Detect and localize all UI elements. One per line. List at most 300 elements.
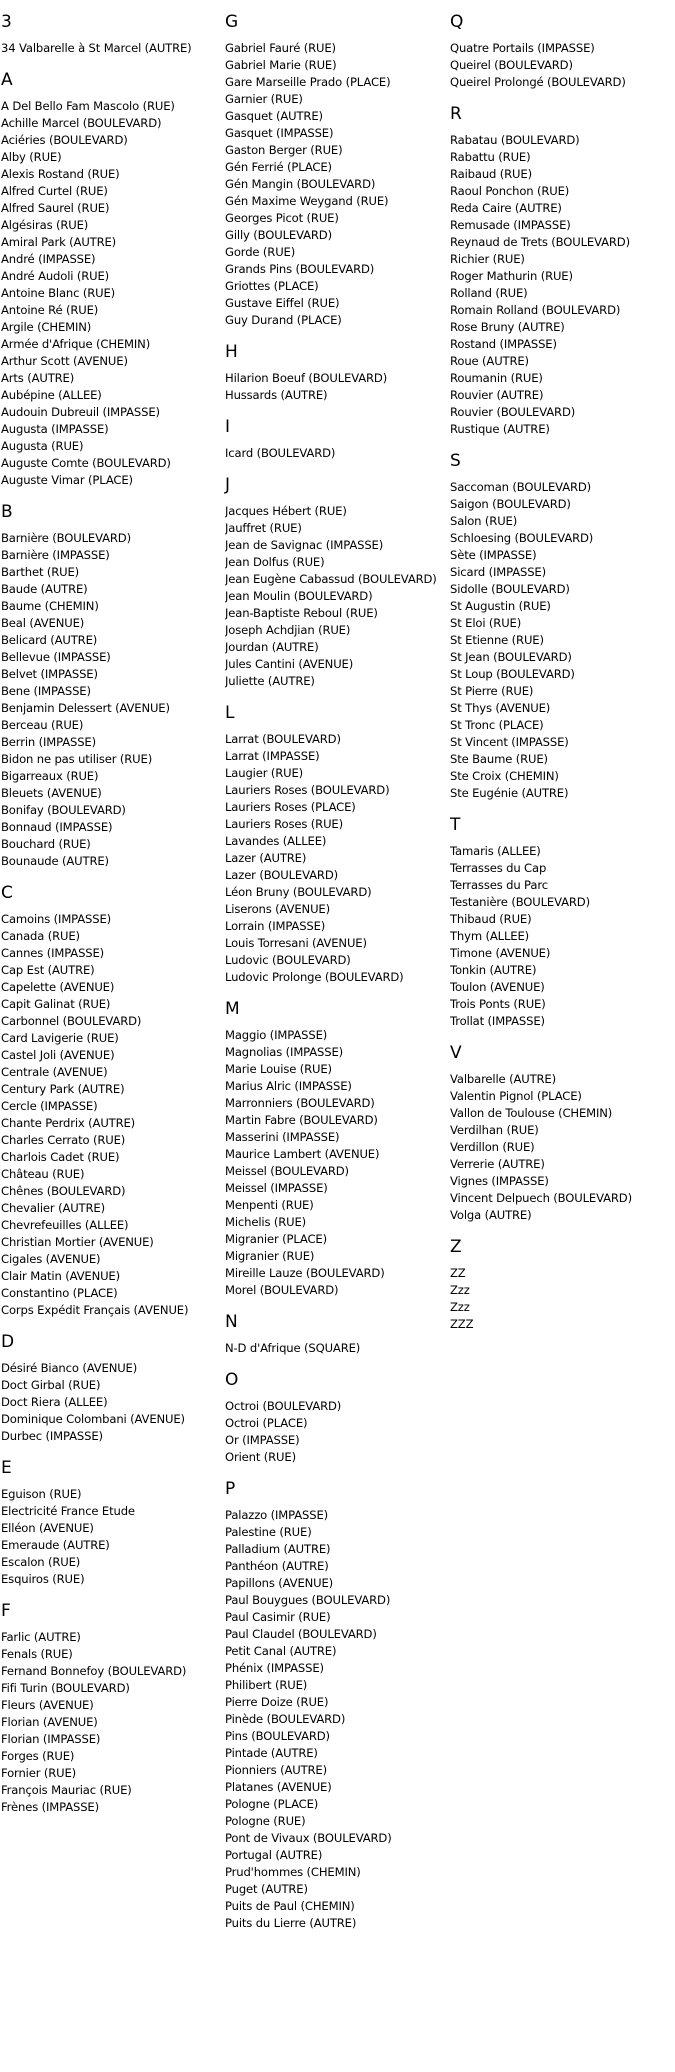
street-entry: Constantino (PLACE) bbox=[1, 1286, 118, 1300]
street-entry: 34 Valbarelle à St Marcel (AUTRE) bbox=[1, 41, 192, 55]
street-entry: Pierre Doize (RUE) bbox=[225, 1695, 329, 1709]
street-entry: Georges Picot (RUE) bbox=[225, 211, 339, 225]
street-entry: Florian (AVENUE) bbox=[1, 1715, 98, 1729]
street-list bbox=[225, 1398, 447, 1466]
street-list bbox=[225, 1507, 447, 1932]
street-list bbox=[450, 1071, 672, 1224]
street-entry: Bellevue (IMPASSE) bbox=[1, 650, 111, 664]
letter-section bbox=[225, 417, 447, 462]
street-entry: Baude (AUTRE) bbox=[1, 582, 88, 596]
street-entry: Dominique Colombani (AVENUE) bbox=[1, 1412, 185, 1426]
street-entry: St Eloi (RUE) bbox=[450, 616, 522, 630]
street-entry: Algésiras (RUE) bbox=[1, 218, 89, 232]
street-entry: Gén Mangin (BOULEVARD) bbox=[225, 177, 376, 191]
street-entry: Platanes (AVENUE) bbox=[225, 1780, 332, 1794]
street-entry: Alfred Saurel (RUE) bbox=[1, 201, 110, 215]
street-entry: Gustave Eiffel (RUE) bbox=[225, 296, 340, 310]
street-entry: Vincent Delpuech (BOULEVARD) bbox=[450, 1191, 632, 1205]
section-letter-heading: F bbox=[1, 1601, 11, 1621]
street-entry: Schloesing (BOULEVARD) bbox=[450, 531, 594, 545]
section-letter-heading: G bbox=[225, 12, 239, 32]
street-entry: Fleurs (AVENUE) bbox=[1, 1698, 94, 1712]
section-letter-heading: J bbox=[225, 475, 231, 495]
street-entry: Jules Cantini (AVENUE) bbox=[225, 657, 354, 671]
street-entry: Fornier (RUE) bbox=[1, 1766, 77, 1780]
street-entry: Fifi Turin (BOULEVARD) bbox=[1, 1681, 130, 1695]
street-entry: Tonkin (AUTRE) bbox=[450, 963, 537, 977]
street-entry: Valentin Pignol (PLACE) bbox=[450, 1089, 582, 1103]
street-entry: Augusta (IMPASSE) bbox=[1, 422, 109, 436]
section-letter-heading: P bbox=[225, 1479, 236, 1499]
street-entry: Cannes (IMPASSE) bbox=[1, 946, 105, 960]
street-entry: Rabattu (RUE) bbox=[450, 150, 531, 164]
street-entry: Auguste Vimar (PLACE) bbox=[1, 473, 133, 487]
street-entry: Amiral Park (AUTRE) bbox=[1, 235, 117, 249]
street-entry: Michelis (RUE) bbox=[225, 1215, 307, 1229]
letter-section bbox=[450, 104, 672, 438]
street-entry: St Augustin (RUE) bbox=[450, 599, 551, 613]
street-entry: Léon Bruny (BOULEVARD) bbox=[225, 885, 372, 899]
street-entry: Pinède (BOULEVARD) bbox=[225, 1712, 346, 1726]
street-entry: Lauriers Roses (PLACE) bbox=[225, 800, 356, 814]
section-letter-heading: B bbox=[1, 502, 13, 522]
street-entry: Valbarelle (AUTRE) bbox=[450, 1072, 556, 1086]
street-entry: Gén Maxime Weygand (RUE) bbox=[225, 194, 389, 208]
street-entry: Paul Claudel (BOULEVARD) bbox=[225, 1627, 377, 1641]
letter-section bbox=[225, 999, 447, 1299]
street-entry: Toulon (AVENUE) bbox=[450, 980, 545, 994]
street-entry: Jean Moulin (BOULEVARD) bbox=[225, 589, 373, 603]
street-entry: Hussards (AUTRE) bbox=[225, 388, 328, 402]
street-entry: Doct Girbal (RUE) bbox=[1, 1378, 101, 1392]
street-entry: Jauffret (RUE) bbox=[225, 521, 302, 535]
street-list bbox=[450, 40, 672, 91]
street-entry: Panthéon (AUTRE) bbox=[225, 1559, 329, 1573]
street-entry: Terrasses du Cap bbox=[450, 861, 547, 875]
street-entry: Gabriel Marie (RUE) bbox=[225, 58, 337, 72]
street-entry: Beal (AVENUE) bbox=[1, 616, 85, 630]
street-entry: Hilarion Boeuf (BOULEVARD) bbox=[225, 371, 388, 385]
street-entry: Queirel (BOULEVARD) bbox=[450, 58, 573, 72]
letter-section bbox=[225, 1479, 447, 1932]
street-entry: Château (RUE) bbox=[1, 1167, 85, 1181]
street-entry: Thibaud (RUE) bbox=[450, 912, 532, 926]
letter-section bbox=[225, 1370, 447, 1466]
street-entry: Alexis Rostand (RUE) bbox=[1, 167, 120, 181]
street-entry: Alfred Curtel (RUE) bbox=[1, 184, 108, 198]
street-entry: Jean de Savignac (IMPASSE) bbox=[225, 538, 384, 552]
street-entry: Reynaud de Trets (BOULEVARD) bbox=[450, 235, 630, 249]
street-entry: Migranier (RUE) bbox=[225, 1249, 315, 1263]
street-entry: Lauriers Roses (BOULEVARD) bbox=[225, 783, 390, 797]
street-entry: Petit Canal (AUTRE) bbox=[225, 1644, 337, 1658]
street-list bbox=[225, 445, 447, 462]
street-entry: Richier (RUE) bbox=[450, 252, 525, 266]
street-entry: Chevalier (AUTRE) bbox=[1, 1201, 105, 1215]
street-entry: Verdillon (RUE) bbox=[450, 1140, 535, 1154]
street-entry: Vignes (IMPASSE) bbox=[450, 1174, 549, 1188]
section-letter-heading: C bbox=[1, 883, 13, 903]
street-entry: Verrerie (AUTRE) bbox=[450, 1157, 545, 1171]
street-entry: Joseph Achdjian (RUE) bbox=[225, 623, 351, 637]
street-entry: Rostand (IMPASSE) bbox=[450, 337, 557, 351]
street-list bbox=[1, 1629, 223, 1816]
street-entry: Charles Cerrato (RUE) bbox=[1, 1133, 126, 1147]
street-entry: Armée d'Afrique (CHEMIN) bbox=[1, 337, 151, 351]
section-letter-heading: V bbox=[450, 1043, 462, 1063]
street-entry: Trois Ponts (RUE) bbox=[450, 997, 546, 1011]
street-entry: St Etienne (RUE) bbox=[450, 633, 544, 647]
street-entry: Charlois Cadet (RUE) bbox=[1, 1150, 120, 1164]
street-entry: Cigales (AVENUE) bbox=[1, 1252, 101, 1266]
street-entry: Thym (ALLEE) bbox=[450, 929, 530, 943]
street-entry: Gabriel Fauré (RUE) bbox=[225, 41, 336, 55]
street-entry: Augusta (RUE) bbox=[1, 439, 84, 453]
street-entry: Barnière (BOULEVARD) bbox=[1, 531, 131, 545]
section-letter-heading: Q bbox=[450, 12, 464, 32]
street-entry: N-D d'Afrique (SQUARE) bbox=[225, 1341, 361, 1355]
street-entry: Belicard (AUTRE) bbox=[1, 633, 98, 647]
street-index-column-3 bbox=[450, 0, 672, 1333]
street-entry: Mireille Lauze (BOULEVARD) bbox=[225, 1266, 385, 1280]
street-entry: Marius Alric (IMPASSE) bbox=[225, 1079, 352, 1093]
street-entry: Jourdan (AUTRE) bbox=[225, 640, 319, 654]
street-list bbox=[450, 132, 672, 438]
letter-section bbox=[225, 342, 447, 404]
section-letter-heading: T bbox=[450, 815, 461, 835]
street-entry: Zzz bbox=[450, 1300, 470, 1314]
section-letter-heading: L bbox=[225, 703, 235, 723]
street-entry: Sidolle (BOULEVARD) bbox=[450, 582, 570, 596]
street-entry: Card Lavigerie (RUE) bbox=[1, 1031, 119, 1045]
street-entry: Ste Baume (RUE) bbox=[450, 752, 548, 766]
street-entry: Baume (CHEMIN) bbox=[1, 599, 99, 613]
street-entry: Phénix (IMPASSE) bbox=[225, 1661, 324, 1675]
street-entry: Aubépine (ALLEE) bbox=[1, 388, 102, 402]
street-entry: Prud'hommes (CHEMIN) bbox=[225, 1865, 361, 1879]
street-entry: Florian (IMPASSE) bbox=[1, 1732, 101, 1746]
section-letter-heading: N bbox=[225, 1312, 238, 1332]
letter-section bbox=[1, 1601, 223, 1816]
street-entry: Canada (RUE) bbox=[1, 929, 80, 943]
street-entry: Fernand Bonnefoy (BOULEVARD) bbox=[1, 1664, 187, 1678]
street-entry: Remusade (IMPASSE) bbox=[450, 218, 571, 232]
street-entry: Pins (BOULEVARD) bbox=[225, 1729, 330, 1743]
street-entry: Ste Eugénie (AUTRE) bbox=[450, 786, 569, 800]
street-entry: Paul Bouygues (BOULEVARD) bbox=[225, 1593, 391, 1607]
street-entry: Puits de Paul (CHEMIN) bbox=[225, 1899, 355, 1913]
street-list bbox=[1, 530, 223, 870]
street-list bbox=[225, 40, 447, 329]
street-entry: Bonnaud (IMPASSE) bbox=[1, 820, 113, 834]
street-entry: Laugier (RUE) bbox=[225, 766, 304, 780]
street-entry: Bounaude (AUTRE) bbox=[1, 854, 109, 868]
street-entry: Pionniers (AUTRE) bbox=[225, 1763, 327, 1777]
street-entry: Salon (RUE) bbox=[450, 514, 518, 528]
street-entry: Cap Est (AUTRE) bbox=[1, 963, 95, 977]
street-entry: Escalon (RUE) bbox=[1, 1555, 81, 1569]
street-list bbox=[450, 843, 672, 1030]
letter-section bbox=[450, 1043, 672, 1224]
street-entry: Belvet (IMPASSE) bbox=[1, 667, 98, 681]
street-entry: Ste Croix (CHEMIN) bbox=[450, 769, 559, 783]
street-entry: Carbonnel (BOULEVARD) bbox=[1, 1014, 142, 1028]
letter-section bbox=[450, 12, 672, 91]
street-list bbox=[225, 731, 447, 986]
street-entry: Camoins (IMPASSE) bbox=[1, 912, 112, 926]
street-entry: Argile (CHEMIN) bbox=[1, 320, 92, 334]
street-entry: Gasquet (AUTRE) bbox=[225, 109, 323, 123]
street-entry: Farlic (AUTRE) bbox=[1, 1630, 81, 1644]
street-list bbox=[225, 370, 447, 404]
street-entry: Jean-Baptiste Reboul (RUE) bbox=[225, 606, 378, 620]
section-letter-heading: O bbox=[225, 1370, 239, 1390]
street-entry: Lauriers Roses (RUE) bbox=[225, 817, 343, 831]
street-entry: Rolland (RUE) bbox=[450, 286, 528, 300]
street-entry: Marronniers (BOULEVARD) bbox=[225, 1096, 375, 1110]
section-letter-heading: H bbox=[225, 342, 238, 362]
street-index-column-1 bbox=[1, 0, 223, 1816]
street-entry: Barnière (IMPASSE) bbox=[1, 548, 110, 562]
street-entry: Griottes (PLACE) bbox=[225, 279, 319, 293]
street-entry: Christian Mortier (AVENUE) bbox=[1, 1235, 154, 1249]
street-entry: Forges (RUE) bbox=[1, 1749, 75, 1763]
street-entry: Gilly (BOULEVARD) bbox=[225, 228, 332, 242]
letter-section bbox=[225, 12, 447, 329]
street-entry: Barthet (RUE) bbox=[1, 565, 80, 579]
section-letter-heading: D bbox=[1, 1332, 15, 1352]
section-letter-heading: M bbox=[225, 999, 240, 1019]
street-entry: Guy Durand (PLACE) bbox=[225, 313, 342, 327]
street-entry: Terrasses du Parc bbox=[450, 878, 548, 892]
street-entry: Centrale (AVENUE) bbox=[1, 1065, 108, 1079]
street-entry: Audouin Dubreuil (IMPASSE) bbox=[1, 405, 160, 419]
street-entry: Berceau (RUE) bbox=[1, 718, 84, 732]
street-entry: Jean Eugène Cabassud (BOULEVARD) bbox=[225, 572, 437, 586]
street-entry: St Loup (BOULEVARD) bbox=[450, 667, 575, 681]
street-entry: Rabatau (BOULEVARD) bbox=[450, 133, 580, 147]
street-entry: Eguison (RUE) bbox=[1, 1487, 82, 1501]
street-entry: Meissel (IMPASSE) bbox=[225, 1181, 328, 1195]
street-entry: Masserini (IMPASSE) bbox=[225, 1130, 340, 1144]
street-entry: Portugal (AUTRE) bbox=[225, 1848, 323, 1862]
street-entry: Raoul Ponchon (RUE) bbox=[450, 184, 570, 198]
street-entry: Palazzo (IMPASSE) bbox=[225, 1508, 328, 1522]
letter-section bbox=[450, 1237, 672, 1333]
section-letter-heading: A bbox=[1, 70, 13, 90]
street-entry: Alby (RUE) bbox=[1, 150, 62, 164]
street-entry: Romain Rolland (BOULEVARD) bbox=[450, 303, 621, 317]
street-list bbox=[1, 1486, 223, 1588]
street-entry: Morel (BOULEVARD) bbox=[225, 1283, 339, 1297]
street-entry: Berrin (IMPASSE) bbox=[1, 735, 96, 749]
street-entry: Papillons (AVENUE) bbox=[225, 1576, 334, 1590]
letter-section bbox=[225, 703, 447, 986]
street-entry: Timone (AVENUE) bbox=[450, 946, 551, 960]
street-entry: Larrat (IMPASSE) bbox=[225, 749, 320, 763]
street-entry: Bonifay (BOULEVARD) bbox=[1, 803, 126, 817]
street-entry: Meissel (BOULEVARD) bbox=[225, 1164, 349, 1178]
street-entry: Saigon (BOULEVARD) bbox=[450, 497, 571, 511]
street-entry: Puget (AUTRE) bbox=[225, 1882, 308, 1896]
letter-section bbox=[1, 883, 223, 1319]
street-entry: Tamaris (ALLEE) bbox=[450, 844, 541, 858]
street-list bbox=[450, 479, 672, 802]
street-entry: Electricité France Etude bbox=[1, 1504, 135, 1518]
street-entry: Chevrefeuilles (ALLEE) bbox=[1, 1218, 129, 1232]
street-entry: St Thys (AVENUE) bbox=[450, 701, 551, 715]
street-entry: Testanière (BOULEVARD) bbox=[450, 895, 590, 909]
street-entry: Bigarreaux (RUE) bbox=[1, 769, 99, 783]
section-letter-heading: R bbox=[450, 104, 462, 124]
street-entry: Ludovic Prolonge (BOULEVARD) bbox=[225, 970, 404, 984]
street-entry: Or (IMPASSE) bbox=[225, 1433, 300, 1447]
street-entry: Pologne (RUE) bbox=[225, 1814, 306, 1828]
street-entry: St Tronc (PLACE) bbox=[450, 718, 544, 732]
street-entry: Arthur Scott (AVENUE) bbox=[1, 354, 128, 368]
street-entry: Capelette (AVENUE) bbox=[1, 980, 115, 994]
street-entry: Gasquet (IMPASSE) bbox=[225, 126, 334, 140]
street-entry: Auguste Comte (BOULEVARD) bbox=[1, 456, 171, 470]
street-entry: Pintade (AUTRE) bbox=[225, 1746, 318, 1760]
street-entry: Juliette (AUTRE) bbox=[225, 674, 315, 688]
street-entry: St Jean (BOULEVARD) bbox=[450, 650, 572, 664]
street-index-column-2 bbox=[225, 0, 447, 1932]
street-entry: Octroi (PLACE) bbox=[225, 1416, 308, 1430]
street-entry: Ludovic (BOULEVARD) bbox=[225, 953, 351, 967]
street-entry: Queirel Prolongé (BOULEVARD) bbox=[450, 75, 626, 89]
street-entry: Puits du Lierre (AUTRE) bbox=[225, 1916, 357, 1930]
street-list bbox=[225, 1340, 447, 1357]
street-entry: Désiré Bianco (AVENUE) bbox=[1, 1361, 138, 1375]
street-entry: Migranier (PLACE) bbox=[225, 1232, 327, 1246]
street-entry: Achille Marcel (BOULEVARD) bbox=[1, 116, 162, 130]
street-entry: Roumanin (RUE) bbox=[450, 371, 543, 385]
letter-section bbox=[1, 70, 223, 489]
street-entry: Paul Casimir (RUE) bbox=[225, 1610, 331, 1624]
street-entry: Gaston Berger (RUE) bbox=[225, 143, 343, 157]
street-entry: Garnier (RUE) bbox=[225, 92, 303, 106]
street-entry: Orient (RUE) bbox=[225, 1450, 296, 1464]
street-entry: Esquiros (RUE) bbox=[1, 1572, 85, 1586]
street-entry: Martin Fabre (BOULEVARD) bbox=[225, 1113, 378, 1127]
section-letter-heading: S bbox=[450, 451, 461, 471]
street-entry: Pont de Vivaux (BOULEVARD) bbox=[225, 1831, 392, 1845]
letter-section bbox=[1, 502, 223, 870]
street-entry: Maurice Lambert (AVENUE) bbox=[225, 1147, 380, 1161]
street-entry: Volga (AUTRE) bbox=[450, 1208, 532, 1222]
street-entry: Lazer (BOULEVARD) bbox=[225, 868, 338, 882]
street-entry: Trollat (IMPASSE) bbox=[450, 1014, 545, 1028]
street-entry: Rouvier (AUTRE) bbox=[450, 388, 544, 402]
street-entry: Sète (IMPASSE) bbox=[450, 548, 537, 562]
street-entry: Bouchard (RUE) bbox=[1, 837, 91, 851]
street-entry: Pologne (PLACE) bbox=[225, 1797, 319, 1811]
letter-section bbox=[450, 815, 672, 1030]
street-entry: Palladium (AUTRE) bbox=[225, 1542, 331, 1556]
section-letter-heading: 3 bbox=[1, 12, 12, 32]
street-entry: Castel Joli (AVENUE) bbox=[1, 1048, 115, 1062]
street-entry: Sicard (IMPASSE) bbox=[450, 565, 546, 579]
street-entry: Philibert (RUE) bbox=[225, 1678, 308, 1692]
street-list bbox=[450, 1265, 672, 1333]
street-entry: Gén Ferrié (PLACE) bbox=[225, 160, 332, 174]
letter-section bbox=[225, 1312, 447, 1357]
street-entry: Louis Torresani (AVENUE) bbox=[225, 936, 367, 950]
street-entry: Grands Pins (BOULEVARD) bbox=[225, 262, 375, 276]
street-list bbox=[1, 98, 223, 489]
street-entry: Frènes (IMPASSE) bbox=[1, 1800, 99, 1814]
street-entry: Palestine (RUE) bbox=[225, 1525, 312, 1539]
street-entry: Rustique (AUTRE) bbox=[450, 422, 550, 436]
street-entry: Reda Caire (AUTRE) bbox=[450, 201, 562, 215]
letter-section bbox=[450, 451, 672, 802]
street-entry: Larrat (BOULEVARD) bbox=[225, 732, 341, 746]
letter-section bbox=[1, 1458, 223, 1588]
street-entry: Gorde (RUE) bbox=[225, 245, 296, 259]
street-entry: Marie Louise (RUE) bbox=[225, 1062, 332, 1076]
street-entry: St Vincent (IMPASSE) bbox=[450, 735, 569, 749]
street-entry: Durbec (IMPASSE) bbox=[1, 1429, 103, 1443]
street-entry: ZZ bbox=[450, 1266, 466, 1280]
street-list bbox=[1, 40, 223, 57]
street-entry: Octroi (BOULEVARD) bbox=[225, 1399, 342, 1413]
street-entry: Lorrain (IMPASSE) bbox=[225, 919, 326, 933]
street-entry: Antoine Ré (RUE) bbox=[1, 303, 99, 317]
letter-section bbox=[225, 475, 447, 690]
street-entry: Corps Expédit Français (AVENUE) bbox=[1, 1303, 189, 1317]
street-entry: Roger Mathurin (RUE) bbox=[450, 269, 573, 283]
street-entry: Quatre Portails (IMPASSE) bbox=[450, 41, 595, 55]
street-entry: Chênes (BOULEVARD) bbox=[1, 1184, 126, 1198]
street-entry: Cercle (IMPASSE) bbox=[1, 1099, 98, 1113]
street-entry: ZZZ bbox=[450, 1317, 474, 1331]
letter-section bbox=[1, 12, 223, 57]
street-entry: Liserons (AVENUE) bbox=[225, 902, 330, 916]
street-entry: Zzz bbox=[450, 1283, 470, 1297]
street-list bbox=[225, 503, 447, 690]
section-letter-heading: Z bbox=[450, 1237, 462, 1257]
street-entry: Fenals (RUE) bbox=[1, 1647, 73, 1661]
street-entry: Icard (BOULEVARD) bbox=[225, 446, 336, 460]
street-entry: Jean Dolfus (RUE) bbox=[225, 555, 325, 569]
street-entry: Raibaud (RUE) bbox=[450, 167, 532, 181]
street-entry: Bidon ne pas utiliser (RUE) bbox=[1, 752, 153, 766]
street-entry: Capit Galinat (RUE) bbox=[1, 997, 111, 1011]
street-entry: Rose Bruny (AUTRE) bbox=[450, 320, 565, 334]
street-entry: Saccoman (BOULEVARD) bbox=[450, 480, 592, 494]
street-entry: Lavandes (ALLEE) bbox=[225, 834, 327, 848]
street-entry: Magnolias (IMPASSE) bbox=[225, 1045, 344, 1059]
street-entry: Bleuets (AVENUE) bbox=[1, 786, 102, 800]
street-list bbox=[225, 1027, 447, 1299]
street-entry: Bene (IMPASSE) bbox=[1, 684, 91, 698]
street-entry: Rouvier (BOULEVARD) bbox=[450, 405, 576, 419]
street-entry: Arts (AUTRE) bbox=[1, 371, 75, 385]
street-entry: Menpenti (RUE) bbox=[225, 1198, 314, 1212]
street-entry: Maggio (IMPASSE) bbox=[225, 1028, 328, 1042]
street-entry: Gare Marseille Prado (PLACE) bbox=[225, 75, 391, 89]
street-entry: Verdilhan (RUE) bbox=[450, 1123, 539, 1137]
street-entry: François Mauriac (RUE) bbox=[1, 1783, 132, 1797]
street-entry: Lazer (AUTRE) bbox=[225, 851, 307, 865]
street-entry: Emeraude (AUTRE) bbox=[1, 1538, 110, 1552]
street-entry: A Del Bello Fam Mascolo (RUE) bbox=[1, 99, 175, 113]
street-entry: Doct Riera (ALLEE) bbox=[1, 1395, 108, 1409]
street-entry: St Pierre (RUE) bbox=[450, 684, 534, 698]
street-entry: Century Park (AUTRE) bbox=[1, 1082, 125, 1096]
section-letter-heading: I bbox=[225, 417, 231, 437]
